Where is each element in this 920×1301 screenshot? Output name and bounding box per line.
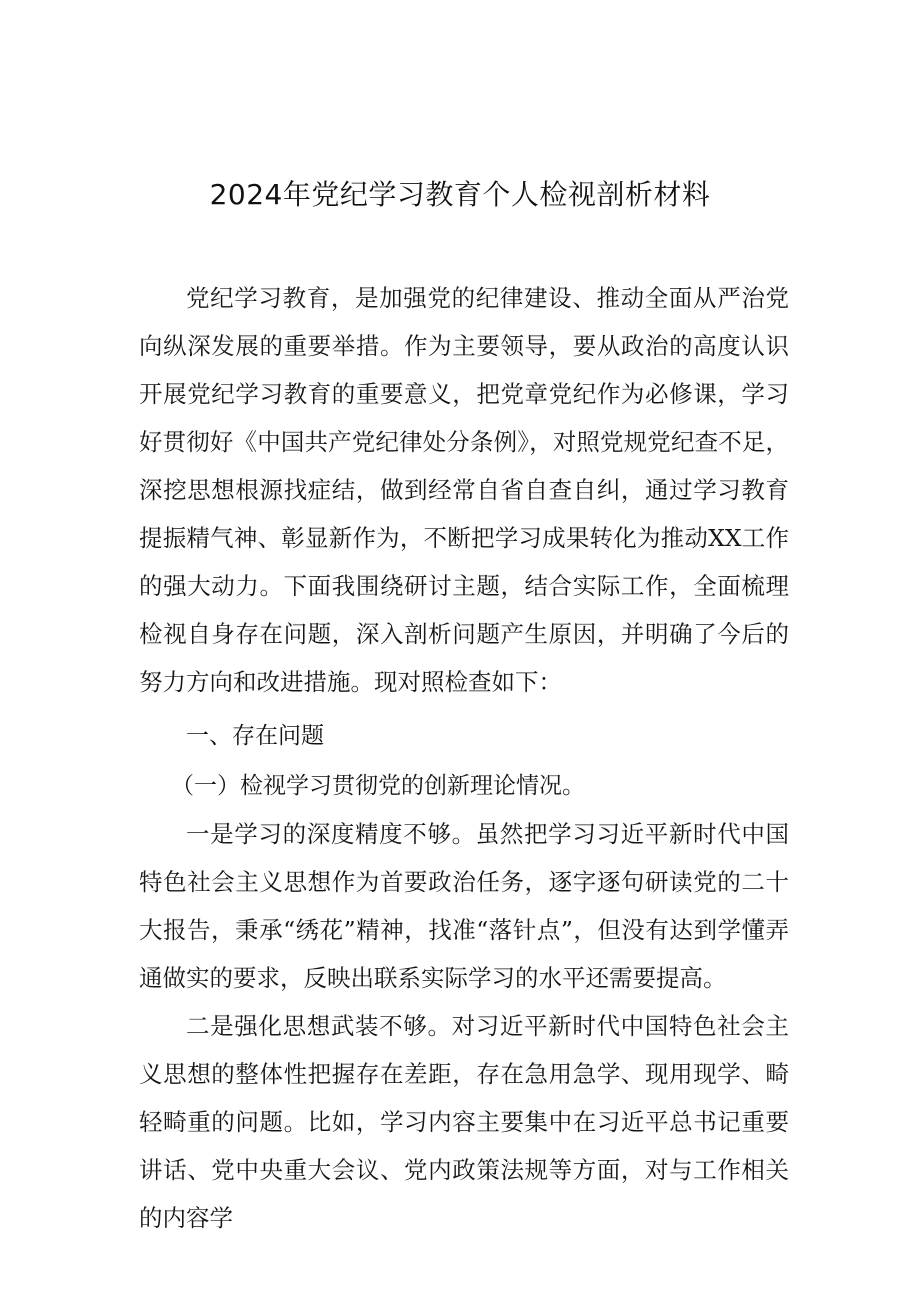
issue-point-one: 一是学习的深度精度不够。虽然把学习习近平新时代中国特色社会主义思想作为首要政治任务，逐字逐句研读党的二十大报告，秉承“绣花”精神，找准“落针点”，但没有达到学懂弄通做实的要求，反映出联系实际学习的水平还需要提高。 — [139, 820, 789, 992]
document-body — [139, 274, 789, 1242]
intro-paragraph: 党纪学习教育，是加强党的纪律建设、推动全面从严治党向纵深发展的重要举措。作为主要领导，要从政治的高度认识开展党纪学习教育的重要意义，把党章党纪作为必修课，学习好贯彻好《中国共产党纪律处分条例》，对照党规党纪查不足，深挖思想根源找症结，做到经常自省自查自纠，通过学习教育提振精气神、彰显新作为，不断把学习成果转化为推动XX工作的强大动力。下面我围绕研讨主题，结合实际工作，全面梳理检视自身存在问题，深入剖析问题产生原因，并明确了今后的努力方向和改进措施。现对照检查如下： — [139, 284, 789, 696]
issue-point-two: 二是强化思想武装不够。对习近平新时代中国特色社会主义思想的整体性把握存在差距，存在急用急学、现用现学、畸轻畸重的问题。比如，学习内容主要集中在习近平总书记重要讲话、党中央重大会议、党内政策法规等方面，对与工作相关的内容学 — [139, 1012, 789, 1232]
section-heading: 一、存在问题 — [186, 723, 324, 749]
document-title: 2024年党纪学习教育个人检视剖析材料 — [209, 178, 711, 211]
subsection-heading: （一）检视学习贯彻党的创新理论情况。 — [171, 773, 585, 799]
